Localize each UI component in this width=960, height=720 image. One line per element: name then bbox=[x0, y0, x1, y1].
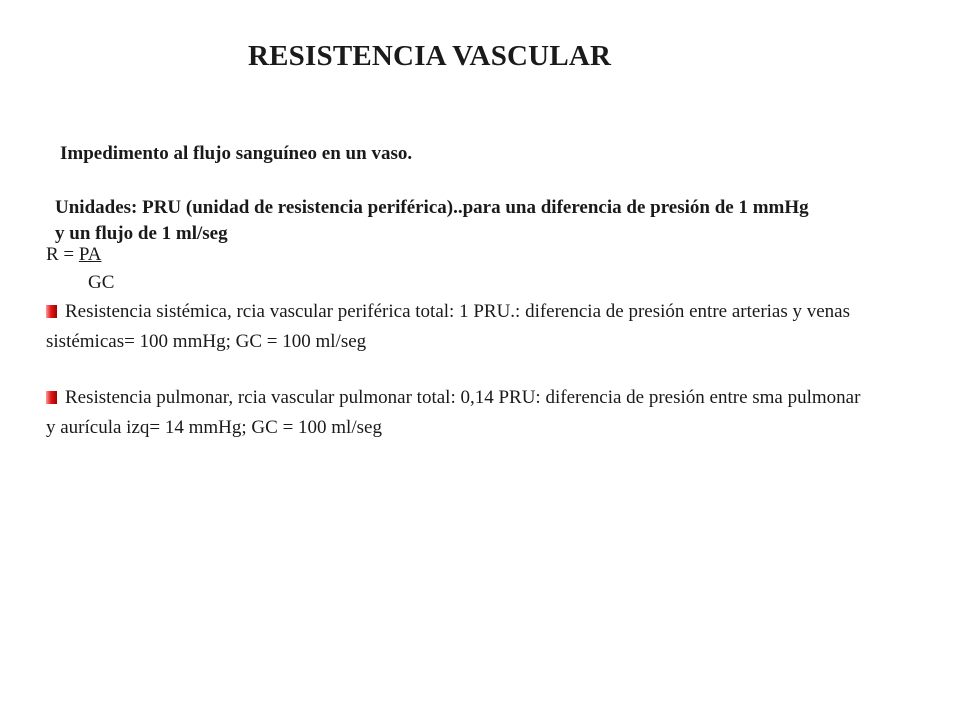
bullet-square-icon bbox=[46, 305, 57, 318]
formula-denominator: GC bbox=[88, 272, 115, 293]
bullet-text: Resistencia pulmonar, rcia vascular pulmonar total: 0,14 PRU: diferencia de presión entre sma pulmonar y aurícula izq= 14 mmHg; GC = 100 ml/seg bbox=[46, 387, 861, 438]
slide-title: RESISTENCIA VASCULAR bbox=[248, 40, 612, 72]
formula bbox=[46, 242, 101, 267]
formula-numerator: PA bbox=[78, 244, 102, 265]
bullet-text: Resistencia sistémica, rcia vascular periférica total: 1 PRU.: diferencia de presión entre arterias y venas sistémicas= 100 mmHg; GC = 100 ml/seg bbox=[46, 301, 851, 352]
definition-text: Impedimento al flujo sanguíneo en un vaso. bbox=[60, 143, 413, 164]
bullet-item-systemic bbox=[46, 297, 866, 357]
units-text: Unidades: PRU (unidad de resistencia periférica)..para una diferencia de presión de 1 mmHg y un flujo de 1 ml/seg bbox=[55, 197, 809, 244]
bullet-item-pulmonary bbox=[46, 383, 866, 443]
bullet-square-icon bbox=[46, 391, 57, 404]
formula-lhs: R = bbox=[46, 244, 79, 265]
